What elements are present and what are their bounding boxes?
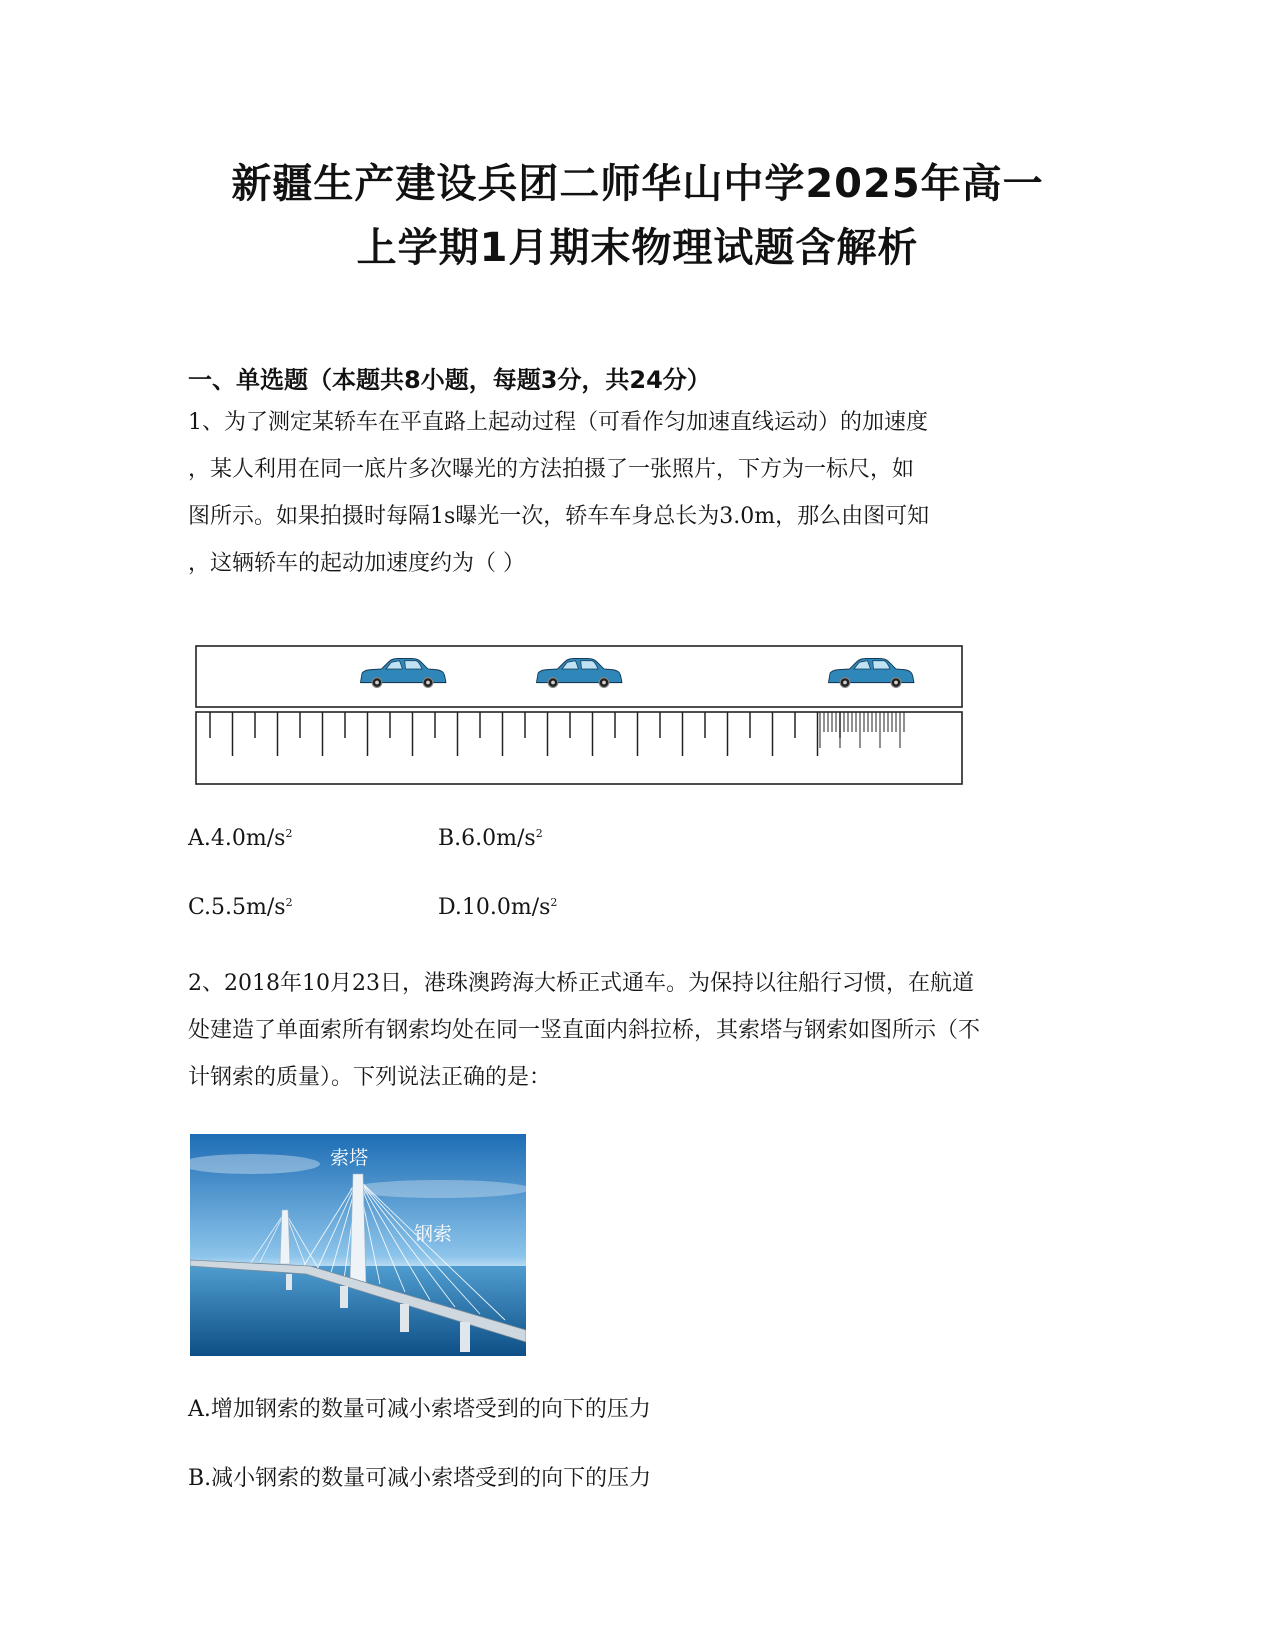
ruler-body — [196, 712, 962, 784]
unit-exponent: 2 — [535, 827, 543, 840]
ruler-figure — [190, 640, 970, 790]
unit-exponent: 2 — [285, 827, 293, 840]
q1-option-a-text: A.4.0m/s — [188, 826, 286, 851]
q2-text-line: 2、2018年10月23日，港珠澳跨海大桥正式通车。为保持以往船行习惯，在航道 — [188, 971, 974, 996]
q1-option-c-text: C.5.5m/s — [188, 895, 286, 920]
q1-option-a[interactable] — [188, 826, 292, 851]
q1-text-line: 1、为了测定某轿车在平直路上起动过程（可看作匀加速直线运动）的加速度 — [188, 410, 928, 435]
q1-option-d-text: D.10.0m/s — [438, 895, 551, 920]
q1-option-d[interactable] — [438, 895, 557, 920]
q2-option-a-text: A.增加钢索的数量可减小索塔受到的向下的压力 — [188, 1397, 651, 1422]
q2-text-line: 计钢索的质量）。下列说法正确的是： — [188, 1065, 552, 1090]
q1-option-c[interactable] — [188, 895, 293, 920]
q1-option-b[interactable] — [438, 826, 543, 851]
tower-label: 索塔 — [330, 1147, 369, 1169]
q2-option-b-text: B.减小钢索的数量可减小索塔受到的向下的压力 — [188, 1466, 652, 1491]
page-title-line-1: 新疆生产建设兵团二师华山中学2025年高一 — [231, 161, 1044, 207]
unit-exponent: 2 — [550, 896, 558, 909]
q2-option-a[interactable] — [188, 1392, 651, 1423]
section-heading: 一、单选题（本题共8小题，每题3分，共24分） — [188, 366, 711, 394]
q1-text-line: 图所示。如果拍摄时每隔1s曝光一次，轿车车身总长为3.0m，那么由图可知 — [188, 504, 930, 529]
q2-text-line: 处建造了单面索所有钢索均处在同一竖直面内斜拉桥，其索塔与钢索如图所示（不 — [188, 1018, 981, 1043]
q1-text-line: ，某人利用在同一底片多次曝光的方法拍摄了一张照片，下方为一标尺，如 — [188, 457, 915, 482]
q1-text-line: ，这辆轿车的起动加速度约为（ ） — [188, 551, 525, 576]
page-title-line-2: 上学期1月期末物理试题含解析 — [356, 225, 919, 271]
bridge-photo — [190, 1134, 526, 1356]
unit-exponent: 2 — [285, 896, 293, 909]
q2-option-b[interactable] — [188, 1461, 651, 1492]
q1-option-b-text: B.6.0m/s — [438, 826, 536, 851]
cable-label: 钢索 — [414, 1223, 453, 1245]
